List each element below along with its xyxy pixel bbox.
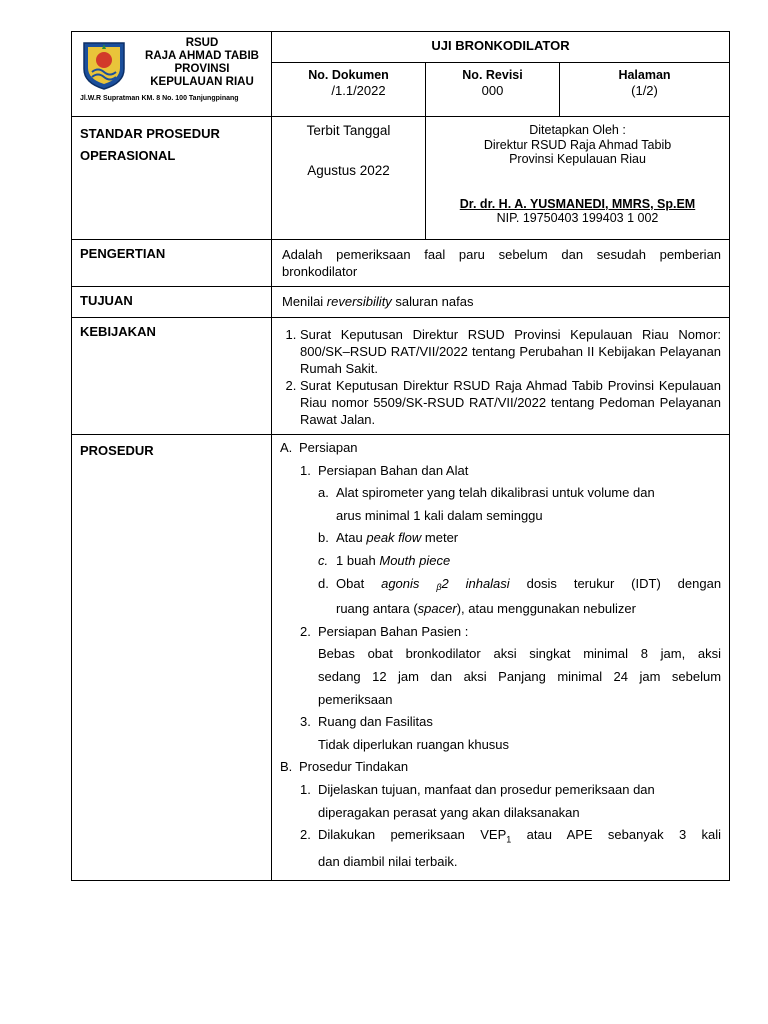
item-a2-text: Bebas obat bronkodilator aksi singkat minimal 8 jam, aksi [318, 646, 722, 662]
beta-symbol: β [436, 581, 442, 592]
item-a1a [280, 482, 721, 505]
no-revisi-value: 000 [481, 82, 504, 98]
item-a1c [280, 550, 721, 573]
pengertian-text: Adalah pemeriksaan faal paru sebelum dan sesudah pemberian bronkodilator [272, 240, 730, 287]
item-a1a-cont: arus minimal 1 kali dalam seminggu [336, 507, 543, 523]
hospital-name-line: PROVINSI [174, 63, 230, 75]
item-text: Obat [336, 575, 382, 591]
item-a1 [280, 460, 721, 483]
hospital-name [134, 37, 270, 89]
no-dokumen-cell [272, 62, 426, 116]
item-a3 [280, 711, 721, 734]
item-b1-cont: diperagakan perasat yang akan dilaksanakan [318, 804, 580, 820]
hospital-name-line: RSUD [185, 37, 219, 49]
document-title: UJI BRONKODILATOR [272, 32, 730, 63]
list-marker: a. [318, 485, 329, 501]
list-marker: B. [280, 759, 293, 775]
item-text-italic: agonis [381, 575, 437, 591]
item-b2 [280, 824, 721, 851]
tujuan-text-part: Menilai [282, 294, 327, 309]
list-marker: 2. [300, 623, 311, 639]
sop-label-cell [72, 117, 272, 240]
terbit-label: Terbit Tanggal [306, 123, 391, 138]
item-b2-cont: dan diambil nilai terbaik. [318, 854, 458, 870]
pengertian-label: PENGERTIAN [72, 240, 272, 287]
item-text: Atau [336, 530, 367, 546]
ditetapkan-cell [426, 117, 730, 240]
jabatan-line: Direktur RSUD Raja Ahmad Tabib [483, 137, 672, 152]
subscript: 1 [506, 834, 512, 845]
prosedur-label: PROSEDUR [72, 435, 272, 881]
no-dokumen-label: No. Dokumen [308, 67, 389, 82]
no-revisi-cell [426, 62, 560, 116]
list-marker: c. [318, 552, 329, 568]
halaman-label: Halaman [618, 67, 671, 82]
list-marker: 2. [300, 827, 311, 843]
tujuan-text-part: saluran nafas [391, 294, 474, 309]
item-a1b [280, 527, 721, 550]
item-a2-title: Persiapan Bahan Pasien : [318, 623, 469, 639]
signer-nip: NIP. 19750403 199403 1 002 [496, 211, 659, 225]
kebijakan-item: 1. Surat Keputusan Direktur RSUD Provinsi Kepulauan Riau Nomor: 800/SK–RSUD RAT/VII/2022 tentang Perubahan II Kebijakan Pelayanan Rumah Sakit. [300, 326, 721, 377]
item-text: meter [421, 530, 459, 546]
item-text-italic: Mouth piece [379, 552, 451, 568]
hospital-logo-icon [78, 39, 130, 91]
hospital-address: Jl.W.R Supratman KM. 8 No. 100 Tanjungpinang [80, 95, 239, 102]
tujuan-label: TUJUAN [72, 287, 272, 318]
list-marker: 1. [300, 781, 311, 797]
item-text: ), atau menggunakan nebulizer [456, 601, 636, 617]
hospital-name-line: RAJA AHMAD TABIB [145, 50, 259, 62]
halaman-value: (1/2) [631, 82, 658, 98]
item-text: Dijelaskan tujuan, manfaat dan prosedur pemeriksaan dan [318, 781, 655, 797]
tujuan-text-italic: reversibility [326, 294, 392, 309]
item-text-italic: 2 inhalasi [441, 575, 510, 591]
section-a-title: Persiapan [299, 440, 358, 455]
item-text: atau APE sebanyak 3 kali [511, 827, 722, 843]
hospital-name-line: KEPULAUAN RIAU [150, 76, 254, 88]
item-text-italic: peak flow [366, 530, 422, 546]
no-revisi-label: No. Revisi [462, 67, 523, 82]
kebijakan-item: 2. Surat Keputusan Direktur RSUD Raja Ahmad Tabib Provinsi Kepulauan Riau nomor 5509/SK-RSUD RAT/VII/2022 tentang Pedoman Pelayanan Rawat Jalan. [300, 377, 721, 428]
section-a [280, 437, 721, 460]
item-text: dosis terukur (IDT) dengan [509, 575, 722, 591]
ditetapkan-label: Ditetapkan Oleh : [529, 123, 626, 137]
item-a1-title: Persiapan Bahan dan Alat [318, 462, 469, 478]
list-marker: d. [318, 575, 329, 591]
hospital-header-cell [72, 32, 272, 117]
kebijakan-list [282, 326, 721, 428]
item-text: Dilakukan pemeriksaan VEP [318, 827, 507, 843]
kebijakan-label: KEBIJAKAN [72, 318, 272, 435]
tujuan-text [272, 287, 730, 318]
halaman-cell [560, 62, 730, 116]
list-marker: b. [318, 530, 329, 546]
item-b1 [280, 779, 721, 802]
sop-document [71, 31, 729, 881]
section-b-title: Prosedur Tindakan [299, 759, 409, 775]
terbit-tanggal-cell [272, 117, 426, 240]
item-a1d-cont [280, 598, 721, 621]
list-marker: 1. [300, 462, 311, 478]
section-b [280, 756, 721, 779]
item-a3-text: Tidak diperlukan ruangan khusus [318, 736, 510, 752]
item-a3-title: Ruang dan Fasilitas [318, 714, 433, 730]
kebijakan-list-cell [272, 318, 730, 435]
item-a2-text: pemeriksaan [318, 691, 393, 707]
item-a1d [280, 573, 721, 599]
sop-table [71, 31, 730, 881]
terbit-date: Agustus 2022 [307, 163, 390, 178]
no-dokumen-value: /1.1/2022 [331, 82, 386, 98]
sop-label-line: OPERASIONAL [80, 148, 176, 163]
item-text: ruang antara ( [336, 601, 418, 617]
item-a2-text: sedang 12 jam dan aksi Panjang minimal 24 jam sebelum [318, 668, 722, 684]
signer-name: Dr. dr. H. A. YUSMANEDI, MMRS, Sp.EM [459, 196, 696, 211]
item-text: 1 buah [336, 552, 380, 568]
item-a2 [280, 621, 721, 644]
list-marker: 3. [300, 714, 311, 730]
jabatan-line: Provinsi Kepulauan Riau [509, 152, 646, 166]
item-text-italic: spacer [417, 601, 457, 617]
prosedur-content [272, 435, 730, 881]
sop-label-line: STANDAR PROSEDUR [80, 126, 220, 141]
item-text: Alat spirometer yang telah dikalibrasi untuk volume dan [336, 485, 655, 501]
list-marker: A. [280, 440, 293, 455]
